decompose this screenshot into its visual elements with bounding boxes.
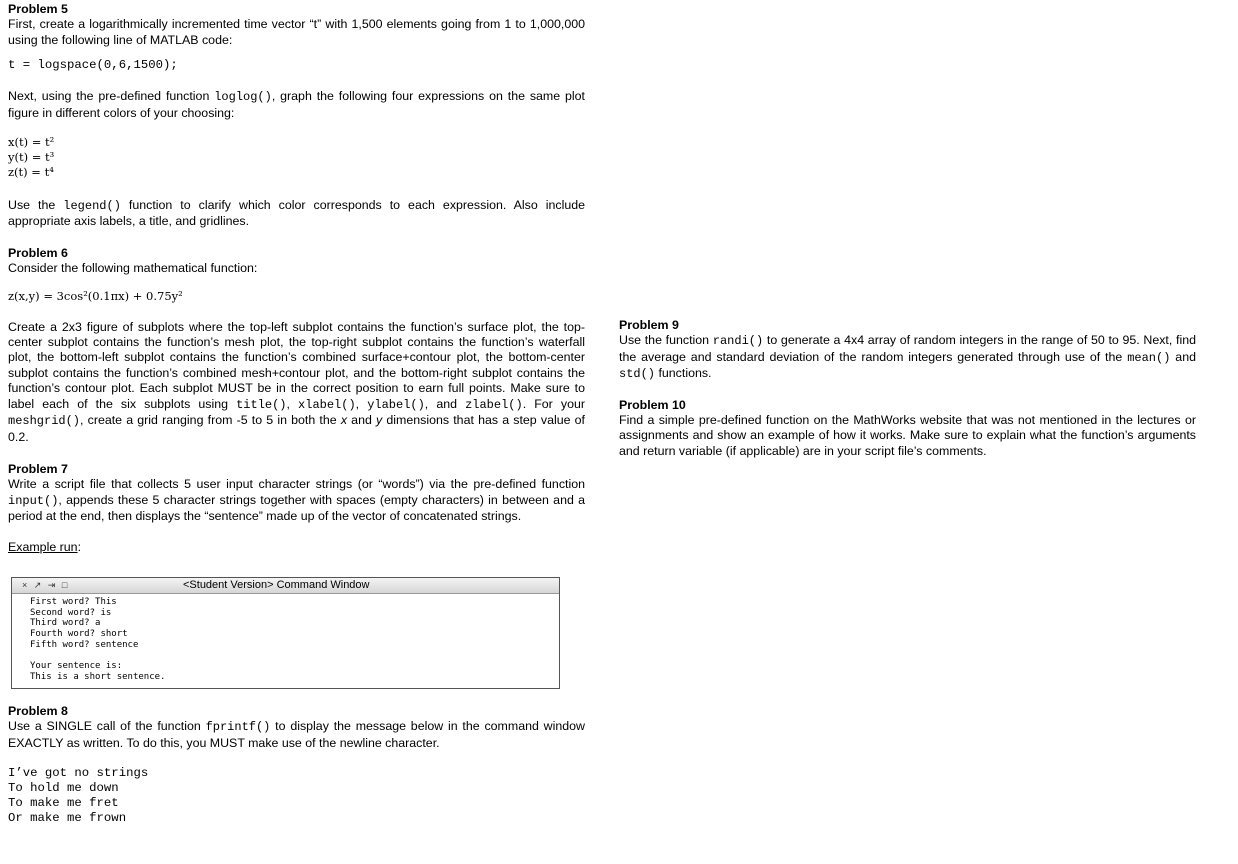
problem-9-body: Use the function randi() to generate a 4x4 array of random integers in the range of 50 to 95. Next, find the average and standard deviation of the random integers generated through use of the mean() and std() functions. [619, 333, 1196, 382]
problem-5-intro: First, create a logarithmically incremented time vector “t” with 1,500 elements going from 1 to 1,000,000 using the following line of MATLAB code: [8, 17, 585, 47]
logspace-code: t = logspace(0,6,1500); [8, 58, 178, 73]
problem-5-legend-instruction: Use the legend() function to clarify which color corresponds to each expression. Also include appropriate axis labels, a title, and gridlines. [8, 198, 585, 229]
problem-8 [8, 704, 585, 826]
equation-z: z(t) = t⁴ [8, 165, 54, 180]
song-lyrics-message: I’ve got no strings To hold me down To make me fret Or make me frown [8, 766, 149, 826]
command-window-output: First word? This Second word? is Third word? a Fourth word? short Fifth word? sentence Your sentence is: This is a short sentence. [30, 597, 166, 682]
equation-x: x(t) = t² [8, 135, 55, 150]
problem-8-body: Use a SINGLE call of the function fprintf() to display the message below in the command window EXACTLY as written. To do this, you MUST make use of the newline character. [8, 719, 585, 750]
command-window-title: <Student Version> Command Window [183, 579, 370, 591]
problem-6-body: Create a 2x3 figure of subplots where the top-left subplot contains the function’s surface plot, the top-center subplot contains the function’s mesh plot, the top-right subplot contains the function’s waterfall plot, the bottom-left subplot contains the function’s combined surface+contour plot, the bottom-center subplot contains the function’s combined mesh+contour plot, and the bottom-right subplot contains the function’s contour plot. Each subplot MUST be in the correct position to earn full points. Make sure to label each of the six subplots using title(), xlabel(), ylabel(), and zlabel(). For your meshgrid(), create a grid ranging from -5 to 5 in both the x and y dimensions that has a step value of 0.2. [8, 319, 585, 444]
command-window-titlebar [12, 578, 559, 594]
right-column [619, 318, 1196, 459]
problem-5-loglog-instruction: Next, using the pre-defined function loglog(), graph the following four expressions on the same plot figure in different colors of your choosing: [8, 89, 585, 120]
window-controls-icon[interactable]: × ↗ ⇥ □ [22, 580, 70, 590]
problem-5-heading: Problem 5 [8, 2, 68, 16]
equation-y: y(t) = t³ [8, 150, 55, 165]
problem-10-body: Find a simple pre-defined function on the MathWorks website that was not mentioned in the lectures or assignments and show an example of how it works. Make sure to explain what the function’s arguments and return variable (if applicable) are in your script file’s comments. [619, 413, 1196, 458]
problem-7-body: Write a script file that collects 5 user input character strings (or “words”) via the pre-defined function input(), appends these 5 character strings together with spaces (empty characters) in between and a period at the end, then displays the “sentence” made up of the vector of concatenated strings. [8, 477, 585, 524]
problem-8-heading: Problem 8 [8, 704, 68, 718]
command-window [11, 577, 560, 689]
problem-7-heading: Problem 7 [8, 461, 68, 476]
equation-z-xy: z(x,y) = 3cos²(0.1πx) + 0.75y² [8, 288, 183, 303]
problem-6-intro: Consider the following mathematical function: [8, 261, 258, 276]
problem-9-heading: Problem 9 [619, 318, 679, 332]
problem-6-heading: Problem 6 [8, 245, 68, 260]
example-run-label: Example run: [8, 539, 82, 554]
left-column [8, 2, 585, 555]
problem-10-heading: Problem 10 [619, 397, 686, 412]
